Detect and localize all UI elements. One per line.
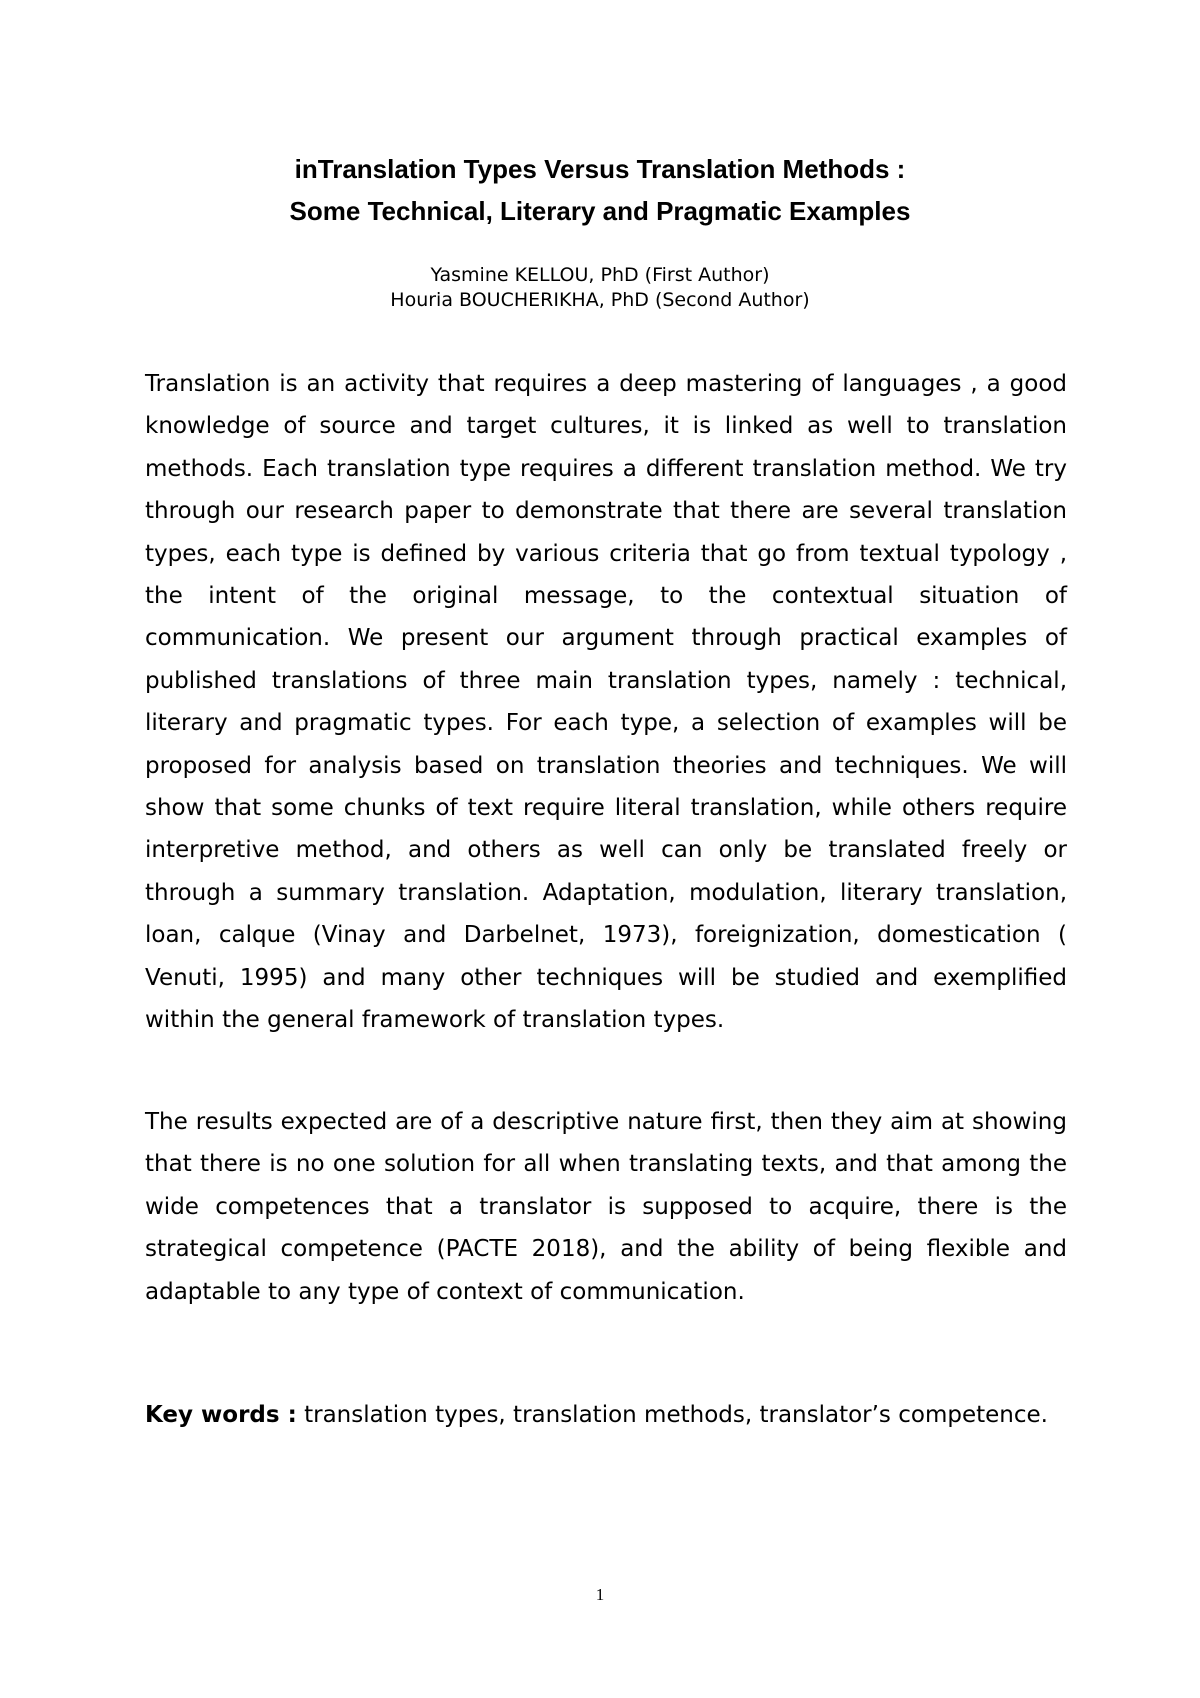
paper-title	[145, 148, 1055, 232]
title-line-2: Some Technical, Literary and Pragmatic Examples	[289, 196, 911, 226]
keywords-text: translation types, translation methods, translator’s competence.	[296, 1402, 1048, 1428]
abstract-paragraph-1: Translation is an activity that requires a deep mastering of languages , a good knowledge of source and target cultures, it is linked as well to translation methods. Each translation type requires a different translation method. We try through our research paper to demonstrate that there are several translation types, each type is defined by various criteria that go from textual typology , the intent of the original message, to the contextual situation of communication. We present our argument through practical examples of published translations of three main translation types, namely : technical, literary and pragmatic types. For each type, a selection of examples will be proposed for analysis based on translation theories and techniques. We will show that some chunks of text require literal translation, while others require interpretive method, and others as well can only be translated freely or through a summary translation. Adaptation, modulation, literary translation, loan, calque (Vinay and Darbelnet, 1973), foreignization, domestication ( Venuti, 1995) and many other techniques will be studied and exemplified within the general framework of translation types.	[145, 371, 1067, 1034]
author-list	[145, 263, 1055, 313]
keywords	[145, 1400, 1067, 1431]
keywords-label: Key words :	[145, 1402, 297, 1428]
title-line-1: inTranslation Types Versus Translation Methods :	[294, 154, 906, 184]
author-second: Houria BOUCHERIKHA, PhD (Second Author)	[390, 289, 810, 311]
abstract-paragraph-2: The results expected are of a descriptive nature first, then they aim at showing that there is no one solution for all when translating texts, and that among the wide competences that a translator is supposed to acquire, there is the strategical competence (PACTE 2018), and the ability of being flexible and adaptable to any type of context of communication.	[145, 1109, 1067, 1305]
page-number: 1	[595, 1585, 605, 1604]
author-first: Yasmine KELLOU, PhD (First Author)	[430, 264, 770, 286]
